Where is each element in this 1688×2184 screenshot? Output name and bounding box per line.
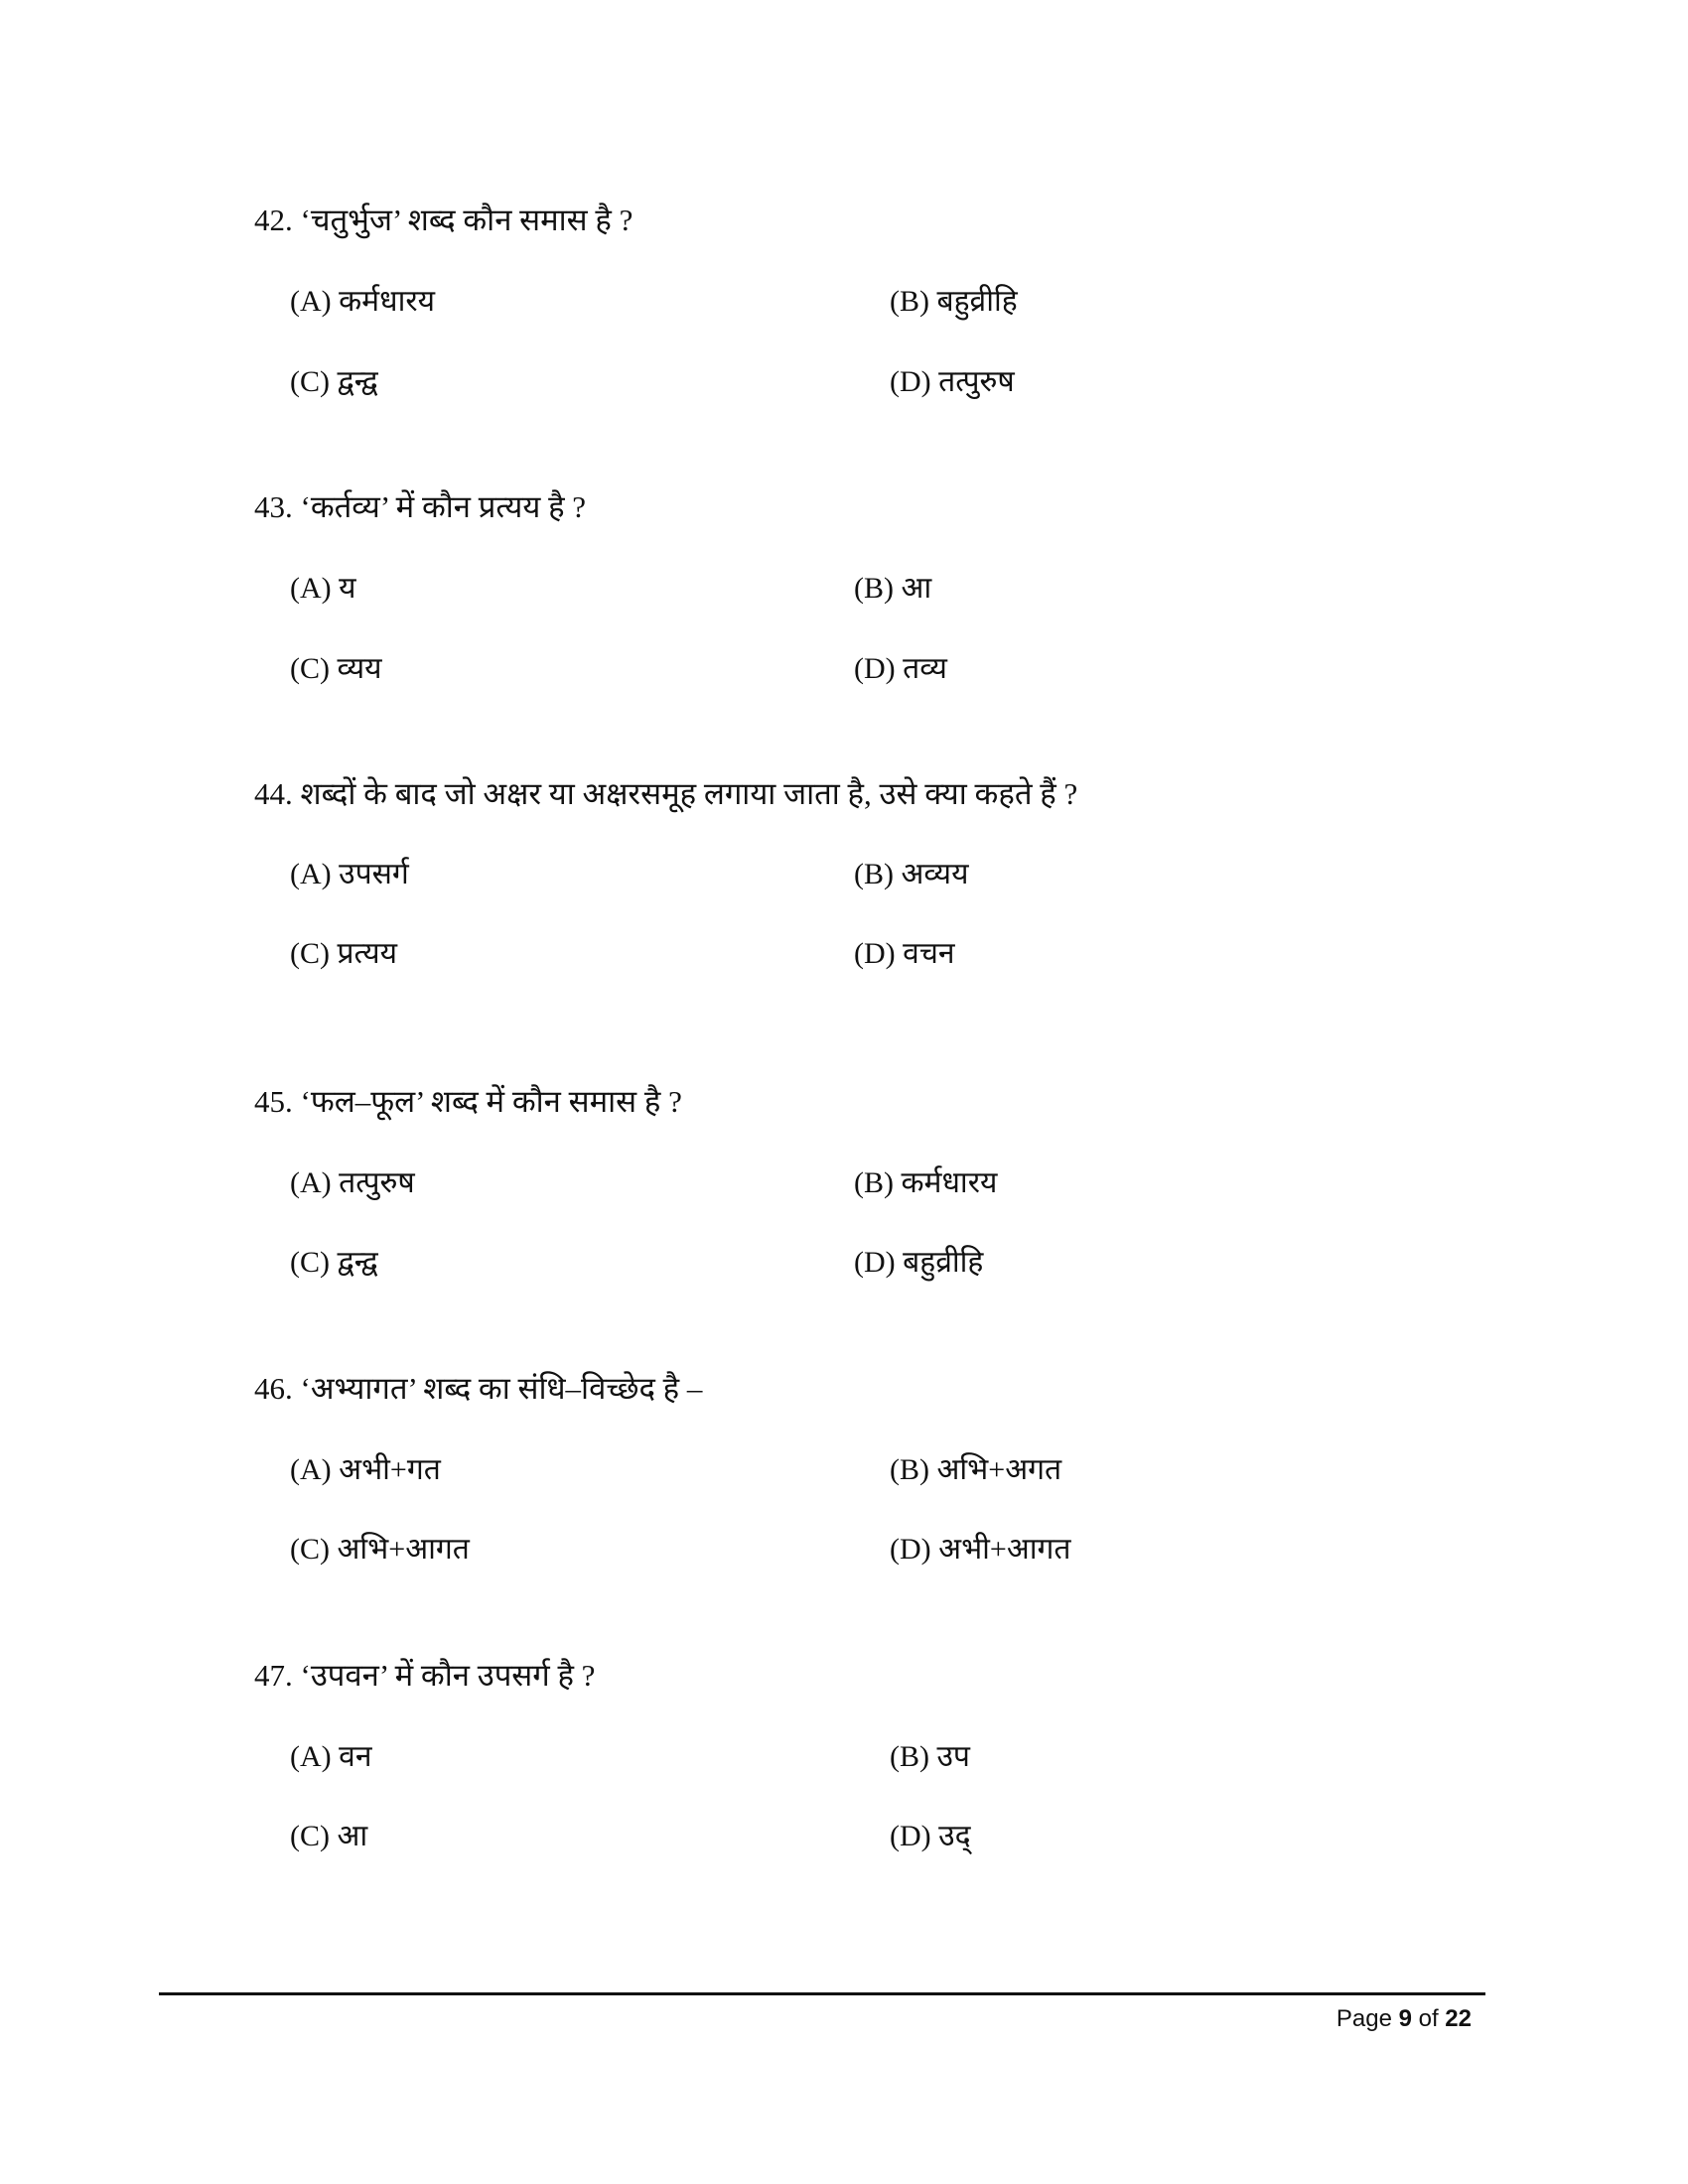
question-47: 47. ‘उपवन’ में कौन उपसर्ग है ? <box>254 1658 596 1693</box>
option-a: (A) कर्मधारय <box>290 285 436 318</box>
option-b: (B) अभि+अगत <box>890 1453 1062 1486</box>
page-current: 9 <box>1398 2005 1412 2032</box>
option-c: (C) प्रत्यय <box>290 937 398 970</box>
option-b: (B) बहुव्रीहि <box>890 285 1018 318</box>
option-c: (C) आ <box>290 1820 368 1852</box>
option-a: (A) वन <box>290 1740 372 1773</box>
option-d: (D) उद् <box>890 1820 971 1852</box>
page-of: of <box>1411 2005 1446 2032</box>
option-c: (C) द्वन्द्व <box>290 365 378 398</box>
option-d: (D) तत्पुरुष <box>890 365 1015 398</box>
option-c: (C) व्यय <box>290 652 382 685</box>
option-b: (B) उप <box>890 1740 970 1773</box>
option-b: (B) कर्मधारय <box>854 1166 998 1199</box>
option-a: (A) उपसर्ग <box>290 858 409 890</box>
option-c: (C) द्वन्द्व <box>290 1246 378 1279</box>
option-b: (B) आ <box>854 572 932 605</box>
page-number <box>1336 2005 1472 2033</box>
option-a: (A) य <box>290 572 356 605</box>
question-43: 43. ‘कर्तव्य’ में कौन प्रत्यय है ? <box>254 489 587 524</box>
option-a: (A) अभी+गत <box>290 1453 441 1486</box>
option-d: (D) वचन <box>854 937 955 970</box>
question-45: 45. ‘फल–फूल’ शब्द में कौन समास है ? <box>254 1084 682 1119</box>
page-prefix: Page <box>1336 2005 1399 2032</box>
option-d: (D) अभी+आगत <box>890 1533 1071 1566</box>
footer-divider <box>159 1992 1485 1995</box>
option-a: (A) तत्पुरुष <box>290 1166 415 1199</box>
option-d: (D) तव्य <box>854 652 947 685</box>
option-d: (D) बहुव्रीहि <box>854 1246 984 1279</box>
question-42: 42. ‘चतुर्भुज’ शब्द कौन समास है ? <box>254 203 633 237</box>
page-total: 22 <box>1445 2005 1472 2032</box>
question-46: 46. ‘अभ्यागत’ शब्द का संधि–विच्छेद है – <box>254 1371 703 1406</box>
option-b: (B) अव्यय <box>854 858 969 890</box>
question-44: 44. शब्दों के बाद जो अक्षर या अक्षरसमूह लगाया जाता है, उसे क्या कहते हैं ? <box>254 776 1078 811</box>
option-c: (C) अभि+आगत <box>290 1533 470 1566</box>
